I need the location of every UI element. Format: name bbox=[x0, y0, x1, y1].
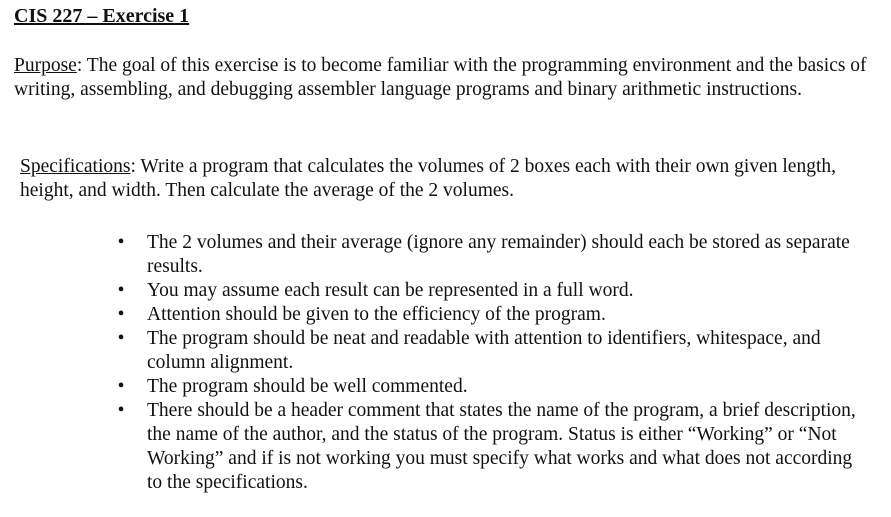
requirement-text: The program should be well commented. bbox=[147, 376, 468, 397]
requirement-item bbox=[111, 327, 871, 375]
bullet-icon: • bbox=[117, 376, 125, 397]
exercise-title: CIS 227 – Exercise 1 bbox=[14, 5, 190, 27]
requirement-text: The program should be neat and readable with attention to identifiers, whitespace, and column alignment. bbox=[147, 328, 821, 373]
requirement-item bbox=[111, 231, 871, 279]
requirement-item bbox=[111, 375, 871, 399]
requirement-item bbox=[111, 399, 871, 495]
requirement-text: Attention should be given to the efficiency of the program. bbox=[147, 304, 606, 325]
purpose-text: : The goal of this exercise is to become familiar with the programming environment and the basics of writing, assembling, and debugging assembler language programs and binary arithmetic instructions. bbox=[14, 55, 867, 100]
bullet-icon: • bbox=[117, 232, 125, 253]
bullet-icon: • bbox=[117, 400, 125, 421]
bullet-icon: • bbox=[117, 280, 125, 301]
requirement-item bbox=[111, 303, 871, 327]
bullet-icon: • bbox=[117, 328, 125, 349]
specifications-paragraph bbox=[20, 155, 876, 203]
requirements-list bbox=[111, 231, 871, 495]
specifications-label: Specifications bbox=[20, 156, 131, 177]
requirement-item bbox=[111, 279, 871, 303]
requirement-text: You may assume each result can be represented in a full word. bbox=[147, 280, 634, 301]
requirement-text: The 2 volumes and their average (ignore any remainder) should each be stored as separate results. bbox=[147, 232, 850, 277]
purpose-label: Purpose bbox=[14, 55, 77, 76]
specifications-text: : Write a program that calculates the volumes of 2 boxes each with their own given length, height, and width. Then calculate the average of the 2 volumes. bbox=[20, 156, 836, 201]
requirement-text: There should be a header comment that states the name of the program, a brief description, the name of the author, and the status of the program. Status is either “Working” or “Not Working” and if is not working you must specify what works and what does not according to the specifications. bbox=[147, 400, 856, 493]
bullet-icon: • bbox=[117, 304, 125, 325]
purpose-paragraph bbox=[14, 54, 876, 102]
